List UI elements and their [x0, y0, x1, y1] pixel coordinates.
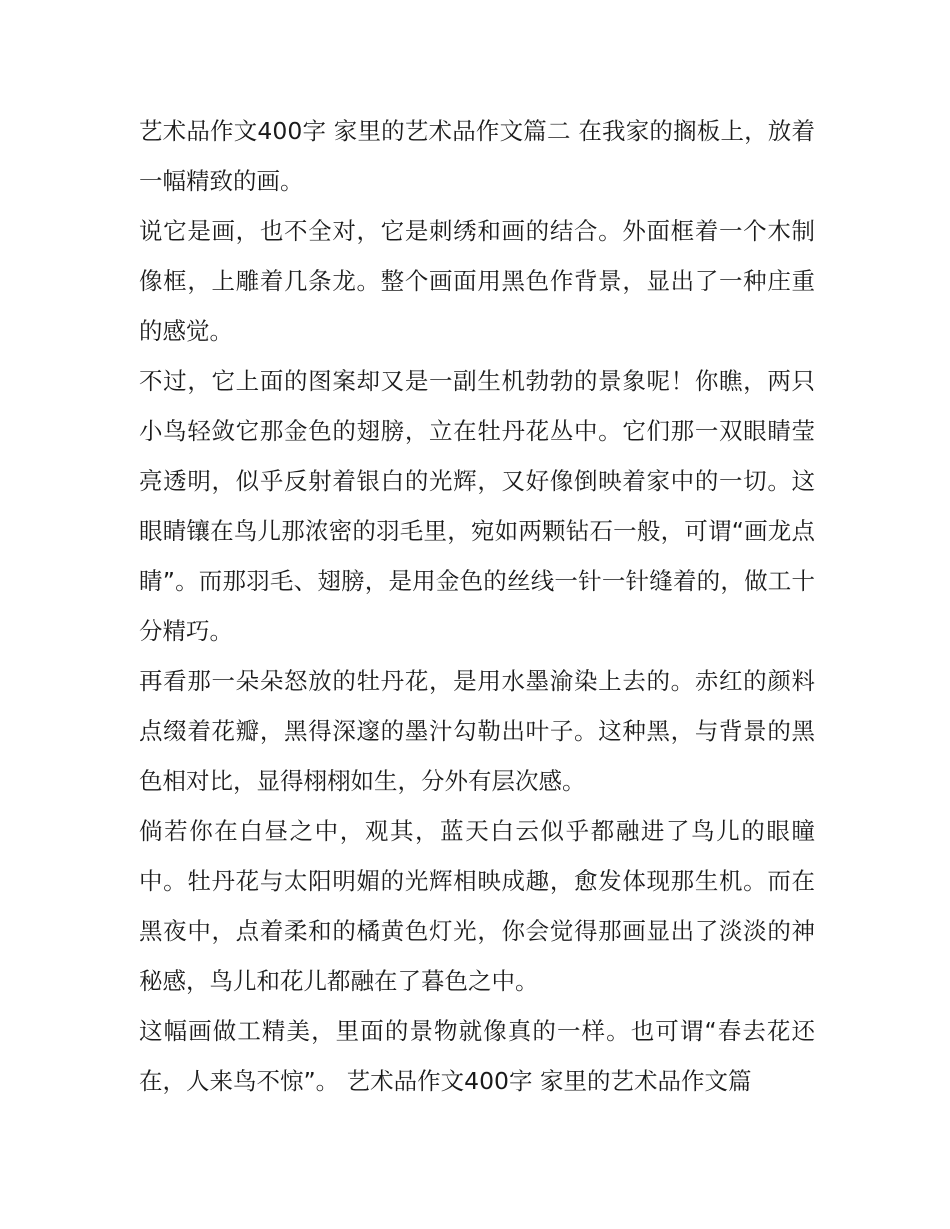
paragraph-4: 再看那一朵朵怒放的牡丹花，是用水墨渝染上去的。赤红的颜料点缀着花瓣，黑得深邃的墨汁勾勒出叶子。这种黑，与背景的黑色相对比，显得栩栩如生，分外有层次感。	[139, 667, 815, 795]
paragraph-3: 不过，它上面的图案却又是一副生机勃勃的景象呢！你瞧，两只小鸟轻敛它那金色的翅膀，立在牡丹花丛中。它们那一双眼睛莹亮透明，似乎反射着银白的光辉，又好像倒映着家中的一切。这眼睛镶在鸟儿那浓密的羽毛里，宛如两颗钻石一般，可谓“画龙点睛”。而那羽毛、翅膀，是用金色的丝线一针一针缝着的，做工十分精巧。	[139, 367, 815, 645]
paragraph-5: 倘若你在白昼之中，观其，蓝天白云似乎都融进了鸟儿的眼瞳中。牡丹花与太阳明媚的光辉相映成趣，愈发体现那生机。而在黑夜中，点着柔和的橘黄色灯光，你会觉得那画显出了淡淡的神秘感，鸟儿和花儿都融在了暮色之中。	[139, 817, 815, 995]
paragraph-2: 说它是画，也不全对，它是刺绣和画的结合。外面框着一个木制像框，上雕着几条龙。整个画面用黑色作背景，显出了一种庄重的感觉。	[139, 217, 815, 345]
paragraph-1: 艺术品作文400字 家里的艺术品作文篇二 在我家的搁板上，放着一幅精致的画。	[139, 117, 815, 195]
paragraph-6: 这幅画做工精美，里面的景物就像真的一样。也可谓“春去花还在，人来鸟不惊”。 艺术品作文400字 家里的艺术品作文篇	[139, 1017, 815, 1095]
document-body	[139, 106, 815, 1106]
